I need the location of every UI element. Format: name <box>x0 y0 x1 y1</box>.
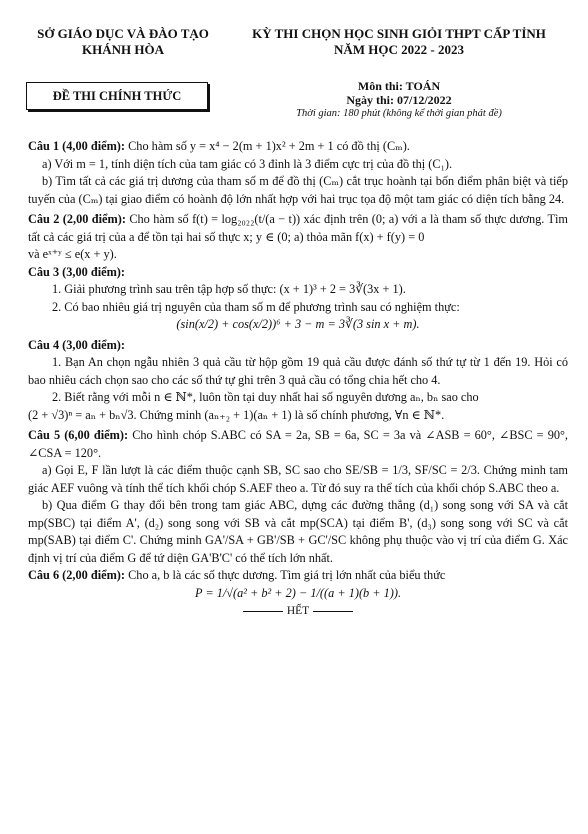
question-4-title: Câu 4 (3,00 điểm): <box>28 337 126 352</box>
question-2-condition: và eˣ⁺ʸ ≤ e(x + y). <box>28 247 117 261</box>
question-5a: a) Gọi E, F lần lượt là các điểm thuộc cạnh SB, SC sao cho SE/SB = 1/3, SF/SC = 2/3. Chứng minh tam giác AEF vuông và tính thể tích khối chóp S.AEF theo a. Từ đó suy ra thể tích của khối chóp S.ABC theo a. <box>28 463 568 495</box>
question-4-part-2: 2. Biết rằng với mỗi n ∈ ℕ*, luôn tồn tại duy nhất hai số nguyên dương aₙ, bₙ sao cho <box>52 390 479 404</box>
official-exam-badge: ĐỀ THI CHÍNH THỨC <box>26 82 208 110</box>
exam-title: KỲ THI CHỌN HỌC SINH GIỎI THPT CẤP TỈNH <box>252 26 546 41</box>
question-6-text: Cho a, b là các số thực dương. Tìm giá trị lớn nhất của biểu thức <box>128 568 446 582</box>
end-marker <box>28 603 568 621</box>
exam-title-block <box>228 26 570 58</box>
question-6-title: Câu 6 (2,00 điểm): <box>28 568 126 582</box>
question-2-text: Cho hàm số f(t) = log₂₀₂₂(t/(a − t)) xác định trên (0; a) với a là tham số thực dương. Tìm tất cả các giá trị của a để tồn tại hai số thực x; y ∈ (0; a) thỏa mãn f(x) + f(y) = 0 <box>28 212 568 244</box>
exam-date: Ngày thi: 07/12/2022 <box>346 93 452 107</box>
question-3-title: Câu 3 (3,00 điểm): <box>28 264 126 279</box>
question-1-intro: Cho hàm số y = x⁴ − 2(m + 1)x² + 2m + 1 có đồ thị (Cₘ). <box>128 139 410 153</box>
department-block <box>18 26 228 58</box>
question-1a: a) Với m = 1, tính diện tích của tam giác có 3 đỉnh là 3 điểm cực trị của đồ thị (C₁). <box>42 156 453 171</box>
province-name: KHÁNH HÒA <box>82 42 164 57</box>
exam-meta <box>228 79 570 121</box>
question-3-part-2: 2. Có bao nhiêu giá trị nguyên của tham số m để phương trình sau có nghiệm thực: <box>52 299 460 314</box>
question-3-equation: (sin(x/2) + cos(x/2))⁶ + 3 − m = 3∛(3 sin x + m). <box>176 317 420 331</box>
question-3-part-1: 1. Giải phương trình sau trên tập hợp số thực: (x + 1)³ + 2 = 3∛(3x + 1). <box>52 282 406 296</box>
question-5b: b) Qua điểm G thay đổi bên trong tam giác ABC, dựng các đường thẳng (d₁) song song với SA và cắt mp(SBC) tại điểm A', (d₂) song song với SB và cắt mp(SCA) tại điểm B', (d₃) song song với SC và cắt mp(SAB) tại điểm C'. Chứng minh GA'/SA + GB'/SB + GC'/SC không phụ thuộc vào vị trí của điểm G. Xác định vị trí của điểm G để tứ diện GA'B'C' có thể tích lớn nhất. <box>28 498 568 565</box>
end-dash-left <box>243 611 283 612</box>
question-1b: b) Tìm tất cả các giá trị dương của tham số m để đồ thị (Cₘ) cắt trục hoành tại bốn điểm phân biệt và tiếp tuyến của (Cₘ) tại giao điểm có hoành độ lớn nhất hợp với hai trục tọa độ một tam giác có diện tích bằng 24. <box>28 174 568 206</box>
end-dash-right <box>313 611 353 612</box>
question-4-part-1: 1. Bạn An chọn ngẫu nhiên 3 quả cầu từ hộp gồm 19 quả cầu được đánh số thứ tự từ 1 đến 19. Hỏi có bao nhiêu cách chọn sao cho các số thứ tự ghi trên 3 quả cầu có tổng chia hết cho 4. <box>28 355 568 387</box>
question-1 <box>28 138 568 156</box>
exam-subject: Môn thi: TOÁN <box>357 79 441 93</box>
exam-content <box>28 138 568 621</box>
exam-duration: Thời gian: 180 phút (không kể thời gian phát đề) <box>296 108 502 119</box>
question-5-intro: Cho hình chóp S.ABC có SA = 2a, SB = 6a, SC = 3a và ∠ASB = 60°, ∠BSC = 90°, ∠CSA = 120°. <box>28 428 568 460</box>
question-5-title: Câu 5 (6,00 điểm): <box>28 428 129 442</box>
question-1-title: Câu 1 (4,00 điểm): <box>28 139 126 153</box>
end-text: HẾT <box>286 605 310 617</box>
question-2 <box>28 211 568 246</box>
exam-header <box>0 26 588 138</box>
question-2-title: Câu 2 (2,00 điểm): <box>28 212 126 226</box>
question-6-equation: P = 1/√(a² + b² + 2) − 1/((a + 1)(b + 1)). <box>194 585 402 600</box>
question-4-part-2-cont: (2 + √3)ⁿ = aₙ + bₙ√3. Chứng minh (aₙ₊₂ + 1)(aₙ + 1) là số chính phương, ∀n ∈ ℕ*. <box>28 407 445 422</box>
school-year: NĂM HỌC 2022 - 2023 <box>334 42 464 57</box>
question-5 <box>28 427 568 462</box>
question-6 <box>28 567 568 585</box>
department-name: SỞ GIÁO DỤC VÀ ĐÀO TẠO <box>37 26 209 41</box>
